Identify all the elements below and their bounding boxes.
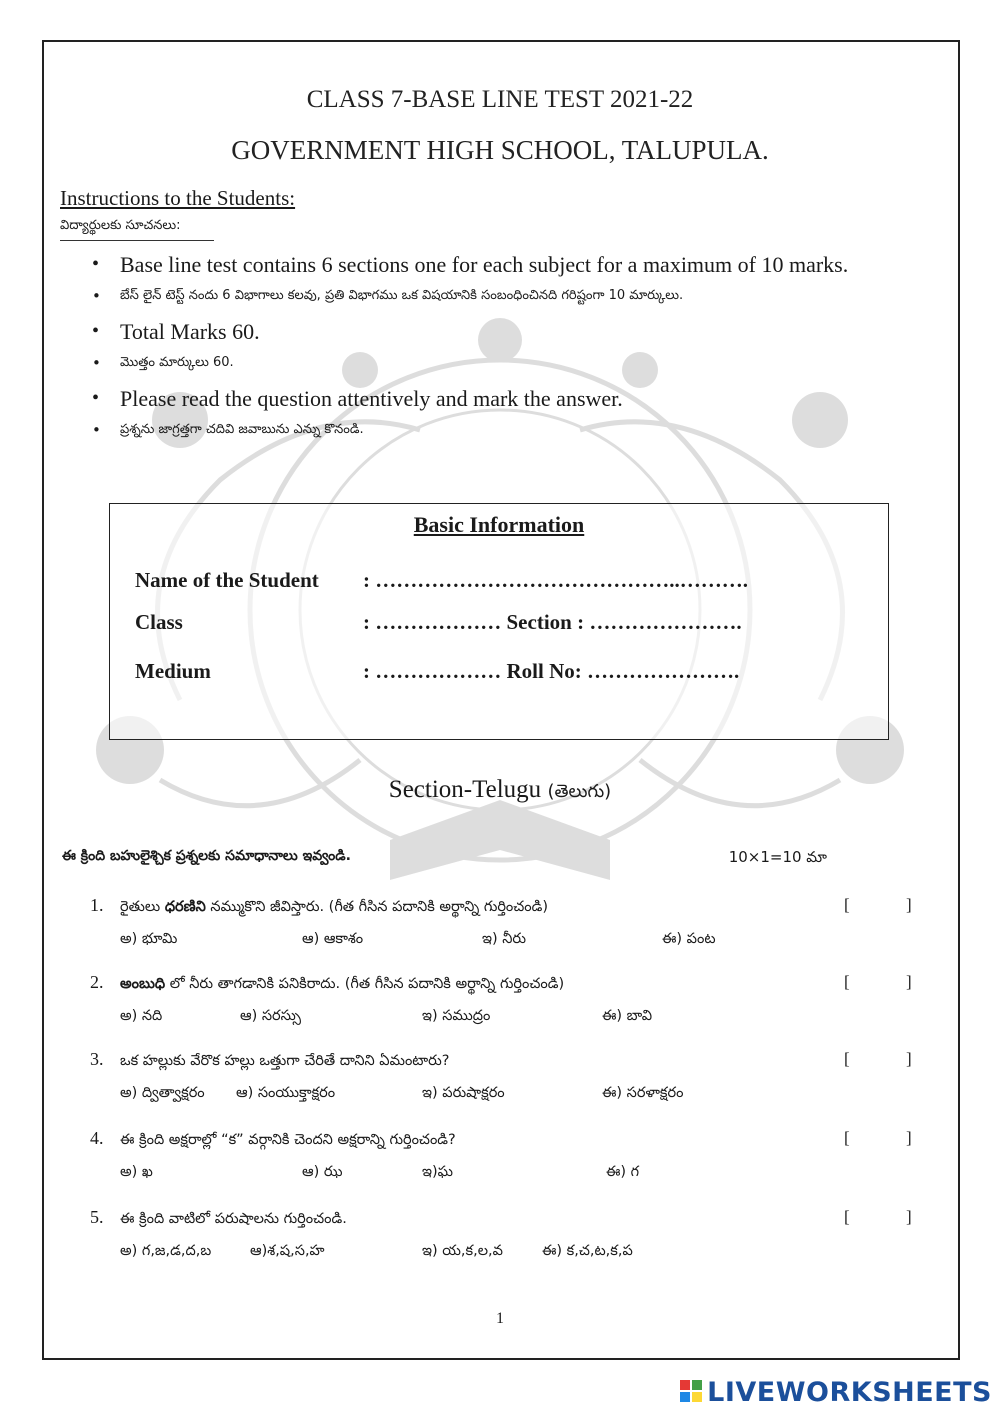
liveworksheets-icon xyxy=(679,1379,703,1403)
question-text: ఈ క్రింది వాటిలో పరుషాలను గుర్తించండి. xyxy=(120,1211,347,1227)
option-d[interactable]: ఈ) క,చ,ట,క,ప xyxy=(542,1243,633,1259)
student-name-row xyxy=(135,568,748,593)
section-title-en: Section-Telugu xyxy=(388,776,548,803)
instructions-heading: Instructions to the Students: xyxy=(60,186,296,210)
option-b[interactable]: ఆ) సరస్సు xyxy=(240,1008,302,1024)
answer-bracket-left: [ xyxy=(844,972,850,991)
instructions-list xyxy=(92,250,912,451)
option-d[interactable]: ఈ) పంట xyxy=(662,931,716,947)
class-field[interactable]: : ……………… xyxy=(363,610,507,634)
option-a[interactable]: అ) ఖ xyxy=(120,1164,153,1180)
test-title: CLASS 7-BASE LINE TEST 2021-22 xyxy=(306,86,694,113)
question-number: 4. xyxy=(90,1128,104,1148)
school-name: GOVERNMENT HIGH SCHOOL, TALUPULA. xyxy=(231,135,769,165)
section-instruction-text: ఈ క్రింది బహులైశ్చిక ప్రశ్నలకు సమాధానాలు ఇవ్వండి. xyxy=(62,848,351,864)
option-c[interactable]: ఇ) య,క,ల,వ xyxy=(422,1243,503,1259)
option-a[interactable]: అ) గ,జ,డ,ద,బ xyxy=(120,1243,212,1259)
question-text: ఒక హల్లుకు వేరొక హల్లు ఒత్తుగా చేరితే దానిని ఏమంటారు? xyxy=(120,1053,450,1069)
question-text-post: నమ్ముకొని జీవిస్తారు. (గీత గీసిన పదానికి అర్థాన్ని గుర్తించండి) xyxy=(205,899,549,915)
question-keyword: ధరణిని xyxy=(164,899,206,915)
question-keyword: అంబుధి xyxy=(120,976,166,992)
answer-bracket-left: [ xyxy=(844,1049,850,1068)
option-b[interactable]: ఆ)శ,ష,స,హ xyxy=(250,1243,325,1259)
question-number: 3. xyxy=(90,1049,104,1069)
question-number: 5. xyxy=(90,1207,104,1227)
option-d[interactable]: ఈ) సరళాక్షరం xyxy=(602,1085,684,1101)
roll-no-field[interactable]: : …………………. xyxy=(574,659,740,683)
question xyxy=(90,1207,920,1271)
answer-bracket-right: ] xyxy=(906,1049,912,1068)
instruction-item: • Total Marks 60. xyxy=(92,317,912,346)
section-marks: 10×1=10 మా xyxy=(728,848,827,866)
liveworksheets-brand: LIVEWORKSHEETS xyxy=(707,1377,992,1408)
answer-bracket-right: ] xyxy=(906,895,912,914)
instruction-item: • ప్రశ్నను జాగ్రత్తగా చదివి జవాబును ఎన్ను కొనండి. xyxy=(92,419,912,441)
question xyxy=(90,895,920,959)
question xyxy=(90,1049,920,1113)
section-instruction xyxy=(62,848,842,867)
answer-bracket-right: ] xyxy=(906,1207,912,1226)
instruction-item: • మొత్తం మార్కులు 60. xyxy=(92,352,912,374)
student-name-field[interactable]: : ……………………………………..………. xyxy=(363,568,748,592)
option-c[interactable]: ఇ) పరుషాక్షరం xyxy=(422,1085,505,1101)
option-a[interactable]: అ) భూమి xyxy=(120,931,178,947)
answer-bracket-left: [ xyxy=(844,1128,850,1147)
basic-information-box xyxy=(109,503,889,740)
question-text-pre: రైతులు xyxy=(120,899,165,915)
answer-bracket-right: ] xyxy=(906,972,912,991)
liveworksheets-logo[interactable] xyxy=(679,1377,992,1408)
answer-bracket-left: [ xyxy=(844,1207,850,1226)
medium-row xyxy=(135,659,739,684)
option-c[interactable]: ఇ)ఘ xyxy=(422,1164,453,1180)
option-d[interactable]: ఈ) బావి xyxy=(602,1008,653,1024)
option-c[interactable]: ఇ) నీరు xyxy=(482,931,527,947)
question-text: ఈ క్రింది అక్షరాల్లో “క” వర్గానికి చెందని అక్షరాన్ని గుర్తించండి? xyxy=(120,1132,456,1148)
medium-label: Medium xyxy=(135,659,211,683)
class-row xyxy=(135,610,742,635)
section-label: Section xyxy=(506,610,572,634)
option-b[interactable]: ఆ) ఝ xyxy=(302,1164,343,1180)
basic-information-title: Basic Information xyxy=(413,512,585,537)
student-name-label: Name of the Student xyxy=(135,568,319,592)
medium-field[interactable]: : ……………… xyxy=(363,659,507,683)
option-a[interactable]: అ) నది xyxy=(120,1008,163,1024)
question-number: 1. xyxy=(90,895,104,915)
answer-bracket-left: [ xyxy=(844,895,850,914)
roll-no-label: Roll No xyxy=(506,659,575,683)
section-title-te: (తెలుగు) xyxy=(547,781,612,802)
instruction-item: • బేస్ లైన్ టెస్ట్ నందు 6 విభాగాలు కలవు, ప్రతి విభాగము ఒక విషయానికి సంబంధించినది గరిష్టంగా 10 మార్కులు. xyxy=(92,285,912,307)
section-title xyxy=(0,776,1000,806)
instruction-item: • Base line test contains 6 sections one for each subject for a maximum of 10 marks. xyxy=(92,250,912,279)
option-a[interactable]: అ) ద్విత్వాక్షరం xyxy=(120,1085,205,1101)
option-b[interactable]: ఆ) ఆకాశం xyxy=(302,931,364,947)
option-b[interactable]: ఆ) సంయుక్తాక్షరం xyxy=(236,1085,336,1101)
class-label: Class xyxy=(135,610,183,634)
question-text-post: లో నీరు తాగడానికి పనికిరాదు. (గీత గీసిన పదానికి అర్థాన్ని గుర్తించండి) xyxy=(165,976,565,992)
option-d[interactable]: ఈ) గ xyxy=(606,1164,640,1180)
question xyxy=(90,972,920,1036)
page-number: 1 xyxy=(496,1310,504,1327)
answer-bracket-right: ] xyxy=(906,1128,912,1147)
question-number: 2. xyxy=(90,972,104,992)
instruction-item: • Please read the question attentively and mark the answer. xyxy=(92,384,912,413)
option-c[interactable]: ఇ) సముద్రం xyxy=(422,1008,491,1024)
section-field[interactable]: : …………………. xyxy=(577,610,742,634)
instructions-heading-telugu: విద్యార్థులకు సూచనలు: xyxy=(60,218,214,241)
question xyxy=(90,1128,920,1192)
